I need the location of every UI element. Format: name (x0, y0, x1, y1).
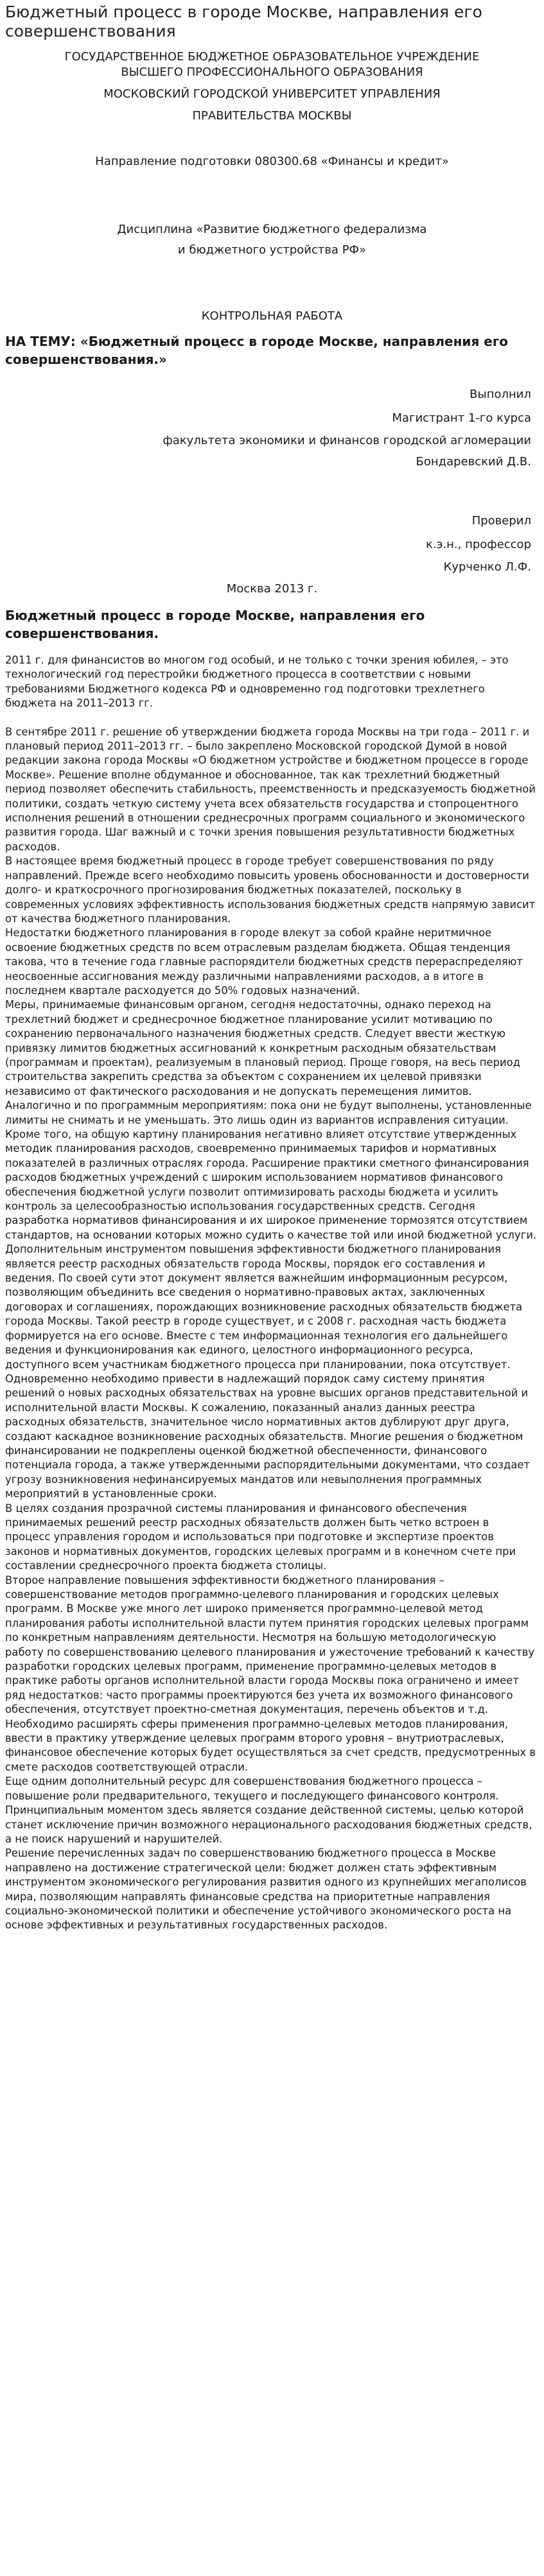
reviewer-label: Проверил (471, 514, 531, 528)
reviewer-degree: к.э.н., профессор (425, 538, 531, 551)
paragraph: В настоящее время бюджетный процесс в городе требует совершенствования по ряду направлений. Прежде всего необходимо повысить уровень обоснованности и достоверности долго- и краткосрочного прогнозирования бюджетных показателей, поскольку в современных условиях эффективность использования бюджетных средств напрямую зависит от качества бюджетного планирования. (5, 855, 536, 925)
institution-line-2: ВЫСШЕГО ПРОФЕССИОНАЛЬНОГО ОБРАЗОВАНИЯ (121, 65, 423, 79)
discipline-line-1: Дисциплина «Развитие бюджетного федерализма (117, 223, 427, 236)
paragraph: В сентябре 2011 г. решение об утверждении бюджета города Москвы на три года – 2011 г. и плановый период 2011–2013 гг. – было закреплено Московской городской Думой в новой редакции закона города Москвы «О бюджетном устройстве и бюджетном процессе в городе Москве». Решение вполне обдуманное и обоснованное, так как трехлетний бюджетный период позволяет обеспечить стабильность, преемственность и предсказуемость бюджетной политики, создать четкую систему учета всех обязательств государства и стопроцентного исполнения решений в отношении среднесрочных программ социального и экономического развития города. Шаг важный и с точки зрения повышения результативности бюджетных расходов. (5, 725, 536, 853)
author-label: Выполнил (469, 388, 531, 401)
author-name: Бондаревский Д.В. (416, 455, 531, 468)
paragraph: Кроме того, на общую картину планирования негативно влияет отсутствие утвержденных методик планирования расходов, своевременно принимаемых тарифов и нормативных показателей в различных отраслях города. Расширение практики сметного финансирования расходов бюджетных учреждений с широким использованием нормативов финансового обеспечения бюджетной услуги позволит оптимизировать расходы бюджета и усилить контроль за целесообразностью использования государственных средств. Сегодня разработка нормативов финансирования и их широкое применение тормозятся отсутствием стандартов, на основании которых можно судить о качестве той или иной бюджетной услуги. (5, 1128, 537, 1241)
author-faculty: факультета экономики и финансов городской агломерации (162, 434, 531, 447)
work-type: КОНТРОЛЬНАЯ РАБОТА (201, 309, 343, 323)
paragraph: Меры, принимаемые финансовым органом, сегодня недостаточны, однако переход на трехлетний бюджет и среднесрочное бюджетное планирование усилит мотивацию по сохранению первоначального назначения бюджетных средств. Следует ввести жесткую привязку лимитов бюджетных ассигнований к конкретным расходным обязательствам (программам и проектам), реализуемым в плановый период. Проще говоря, на весь период строительства закрепить средства за объектом с сохранением их целевой привязки независимо от фактического расходования и не допускать перемещения лимитов. Аналогично и по программным мероприятиям: пока они не будут выполнены, установленные лимиты не снимать и не уменьшать. Это лишь один из вариантов исправления ситуации. (5, 999, 532, 1126)
work-topic: НА ТЕМУ: «Бюджетный процесс в городе Москве, направления его совершенствования.» (5, 334, 509, 367)
paragraph: Одновременно необходимо привести в надлежащий порядок саму систему принятия решений о новых расходных обязательствах на уровне высших органов представительной и исполнительной власти Москвы. К сожалению, показанный анализ данных реестра расходных обязательств, значительное число нормативных актов дублируют друг друга, создают каскадное возникновение расходных обязательств. Многие решения о бюджетном финансировании не подкреплены оценкой бюджетной обеспеченности, финансового потенциала города, а также утвержденными распорядительными документами, что создает угрозу возникновения нефинансируемых мандатов или невыполнения программных мероприятий в установленные сроки. (5, 1372, 531, 1500)
paragraph: Недостатки бюджетного планирования в городе влекут за собой крайне неритмичное освоение бюджетных средств по всем отраслевым разделам бюджета. Общая тенденция такова, что в течение года главные распорядители бюджетных средств перераспределяют неосвоенные ассигнования между различными направлениями расходов, а в итоге в последнем квартале расходуется до 50% годовых назначений. (5, 927, 523, 997)
paragraph: Еще одним дополнительный ресурс для совершенствования бюджетного процесса – повышение роли предварительного, текущего и последующего финансового контроля. Принципиальным моментом здесь является создание действенной системы, целью которой станет исключение причин возможного нерационального расходования бюджетных средств, а не поиск нарушений и нарушителей. (5, 1775, 532, 1845)
government-name: ПРАВИТЕЛЬСТВА МОСКВЫ (192, 109, 352, 123)
institution-line-1: ГОСУДАРСТВЕННОЕ БЮДЖЕТНОЕ ОБРАЗОВАТЕЛЬНОЕ УЧРЕЖДЕНИЕ (64, 50, 480, 64)
study-direction: Направление подготовки 080300.68 «Финансы и кредит» (95, 155, 449, 168)
paragraph: Дополнительным инструментом повышения эффективности бюджетного планирования является реестр расходных обязательств города Москвы, порядок его составления и ведения. По своей сути этот документ является важнейшим информационным ресурсом, позволяющим объединить все сведения о нормативно-правовых актах, заключенных договорах и соглашениях, порождающих возникновение расходных обязательств бюджета города Москвы. Такой реестр в городе существует, и с 2008 г. расходная часть бюджета формируется на его основе. Вместе с тем информационная технология его дальнейшего ведения и функционирования как единого, целостного информационного ресурса, доступного всем участникам бюджетного процесса при планировании, пока отсутствует. (5, 1243, 523, 1371)
discipline-line-2: и бюджетного устройства РФ» (177, 243, 367, 257)
paragraph: Необходимо расширять сферы применения программно-целевых методов планирования, ввести в практику утверждение целевых программ второго уровня – внутриотраслевых, финансовое обеспечение которых будет осуществляться за счет средств, предусмотренных в смете расходов соответствующей отрасли. (5, 1717, 536, 1773)
paragraph: В целях создания прозрачной системы планирования и финансового обеспечения принимаемых решений реестр расходных обязательств должен быть четко встроен в процесс управления городом и использоваться при подготовке и экспертизе проектов законов и нормативных документов, городских целевых программ и в конечном счете при составлении среднесрочного проекта бюджета столицы. (5, 1502, 516, 1572)
author-degree: Магистрант 1-го курса (392, 411, 531, 425)
section-heading: Бюджетный процесс в городе Москве, направления его совершенствования. (5, 608, 425, 641)
paragraph: 2011 г. для финансистов во многом год особый, и не только с точки зрения юбилея, – это технологический год перестройки бюджетного процесса в соответствии с новыми требованиями Бюджетного кодекса РФ и одновременно год подготовки трехлетнего бюджета на 2011–2013 гг. (5, 654, 509, 710)
university-name: МОСКОВСКИЙ ГОРОДСКОЙ УНИВЕРСИТЕТ УПРАВЛЕНИЯ (103, 87, 441, 101)
document-title: Бюджетный процесс в городе Москве, направления его совершенствования (5, 3, 482, 40)
body-text (5, 653, 537, 1933)
city-year: Москва 2013 г. (226, 582, 318, 596)
reviewer-name: Курченко Л.Ф. (443, 560, 531, 574)
paragraph: Решение перечисленных задач по совершенствованию бюджетного процесса в Москве направлено на достижение стратегической цели: бюджет должен стать эффективным инструментом экономического регулирования развития одного из крупнейших мегаполисов мира, позволяющим направлять финансовые средства на приоритетные направления социально-экономической политики и обеспечение устойчивого экономического роста на основе эффективных и результативных государственных расходов. (5, 1847, 527, 1932)
paragraph: Второе направление повышения эффективности бюджетного планирования – совершенствование методов программно-целевого планирования и городских целевых программ. В Москве уже много лет широко применяется программно-целевой метод планирования работы исполнительной власти путем принятия городских целевых программ по конкретным направлениям деятельности. Несмотря на большую методологическую работу по совершенствованию целевого планирования и ужесточение требований к качеству разработки городских целевых программ, применение программно-целевых методов в практике работы органов исполнительной власти города Москвы пока ограничено и имеет ряд недостатков: часто программы проектируются без учета их возможного финансового обеспечения, отсутствует проектно-сметная документация, перечень объектов и т.д. (5, 1574, 535, 1716)
